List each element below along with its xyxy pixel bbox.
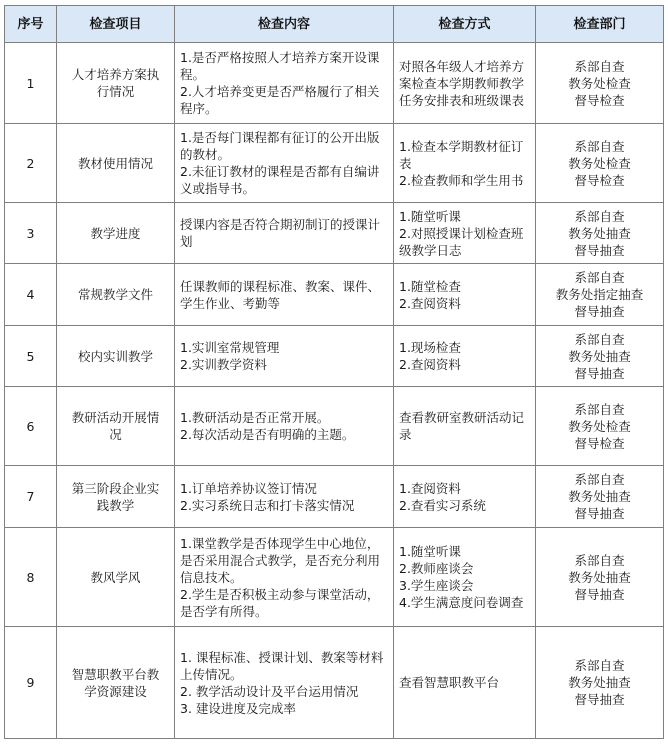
check-dept-line: 督导抽查 — [574, 304, 625, 319]
check-dept-line: 督导抽查 — [574, 692, 625, 707]
table-row — [5, 627, 664, 739]
check-method — [394, 466, 536, 528]
check-content-line: 1.实训室常规管理 — [180, 340, 280, 355]
row-number: 5 — [5, 326, 57, 387]
check-content-line: 2.人才培养变更是否严格履行了相关程序。 — [180, 84, 380, 116]
check-method — [394, 387, 536, 466]
check-method-line: 1.查阅资料 — [399, 480, 461, 496]
check-content-line: 1.教研活动是否正常开展。 — [180, 410, 330, 425]
check-dept-line: 系部自查 — [574, 472, 625, 487]
check-item: 第三阶段企业实践教学 — [57, 466, 175, 528]
check-content-line: 2.实训教学资料 — [180, 357, 267, 372]
check-method-line: 1.随堂检查 — [399, 278, 461, 294]
check-content-line: 1.订单培养协议签订情况 — [180, 480, 317, 496]
check-item: 人才培养方案执行情况 — [57, 43, 175, 124]
row-number: 1 — [5, 43, 57, 124]
check-dept-line: 教务处抽查 — [568, 675, 631, 690]
check-dept-line: 督导检查 — [574, 92, 625, 108]
check-content-line: 2.未征订教材的课程是否都有自编讲义或指导书。 — [180, 164, 380, 196]
check-method-line: 2.查阅资料 — [399, 357, 461, 372]
row-number: 3 — [5, 203, 57, 264]
check-content-line: 1. 课程标准、授课计划、教案等材料上传情况。 — [180, 649, 384, 682]
header-item: 检查项目 — [57, 6, 175, 43]
check-method-line: 1.检查本学期教材征订表 — [399, 138, 524, 171]
check-method-line: 3.学生座谈会 — [399, 578, 474, 593]
check-dept — [536, 124, 664, 203]
check-method-line: 1.随堂听课 — [399, 208, 461, 224]
check-dept-line: 教务处检查 — [568, 155, 631, 171]
check-content — [175, 466, 394, 528]
inspection-table — [4, 5, 664, 739]
check-dept-line: 督导抽查 — [574, 365, 625, 381]
check-method — [394, 264, 536, 326]
header-method: 检查方式 — [394, 6, 536, 43]
check-content — [175, 528, 394, 627]
check-item: 教风学风 — [57, 528, 175, 627]
check-dept — [536, 528, 664, 627]
table-row — [5, 528, 664, 627]
check-dept — [536, 387, 664, 466]
table-row — [5, 387, 664, 466]
check-dept-line: 督导抽查 — [574, 242, 625, 258]
check-method-line: 2.查看实习系统 — [399, 497, 486, 513]
check-content — [175, 627, 394, 739]
check-content-line: 1.课堂教学是否体现学生中心地位，是否采用混合式教学，是否充分利用信息技术。 — [180, 535, 381, 585]
check-method-line: 查看教研室教研活动记录 — [399, 410, 525, 442]
row-number: 4 — [5, 264, 57, 326]
check-content — [175, 203, 394, 264]
check-item: 教研活动开展情况 — [57, 387, 175, 466]
check-content-line: 授课内容是否符合期初制订的授课计划 — [180, 217, 381, 249]
row-number: 8 — [5, 528, 57, 627]
check-content-line: 3. 建设进度及完成率 — [180, 700, 296, 716]
check-dept-line: 系部自查 — [574, 58, 625, 74]
check-dept-line: 系部自查 — [574, 208, 625, 224]
check-dept-line: 教务处抽查 — [568, 489, 631, 504]
check-method-line: 2.查阅资料 — [399, 295, 461, 311]
check-dept — [536, 627, 664, 739]
check-dept-line: 教务处抽查 — [568, 348, 631, 364]
table-row — [5, 264, 664, 326]
table-row — [5, 203, 664, 264]
table-row — [5, 466, 664, 528]
check-method-line: 4.学生满意度问卷调查 — [399, 595, 524, 610]
check-dept — [536, 326, 664, 387]
row-number: 6 — [5, 387, 57, 466]
check-dept-line: 教务处检查 — [568, 75, 631, 91]
check-item: 常规教学文件 — [57, 264, 175, 326]
header-row — [5, 6, 664, 43]
row-number: 9 — [5, 627, 57, 739]
table-row — [5, 124, 664, 203]
check-dept-line: 教务处抽查 — [568, 225, 631, 241]
check-method-line: 2.教师座谈会 — [399, 561, 474, 576]
check-method-line: 1.随堂听课 — [399, 544, 461, 559]
check-item: 校内实训教学 — [57, 326, 175, 387]
check-dept-line: 系部自查 — [574, 401, 625, 417]
check-dept — [536, 264, 664, 326]
check-method — [394, 627, 536, 739]
check-dept — [536, 466, 664, 528]
check-dept-line: 系部自查 — [574, 552, 625, 568]
check-content — [175, 264, 394, 326]
check-dept-line: 督导检查 — [574, 172, 625, 188]
check-content-line: 2.学生是否积极主动参与课堂活动，是否学有所得。 — [180, 586, 380, 619]
header-num: 序号 — [5, 6, 57, 43]
check-dept-line: 教务处检查 — [568, 418, 631, 434]
check-content-line: 任课教师的课程标准、教案、课件、学生作业、考勤等 — [180, 278, 381, 311]
row-number: 2 — [5, 124, 57, 203]
check-method-line: 2.检查教师和学生用书 — [399, 172, 524, 188]
check-content-line: 2.每次活动是否有明确的主题。 — [180, 427, 355, 442]
check-method — [394, 326, 536, 387]
check-method-line: 查看智慧职教平台 — [399, 675, 500, 690]
check-dept-line: 督导检查 — [574, 435, 625, 451]
header-dept: 检查部门 — [536, 6, 664, 43]
check-dept-line: 系部自查 — [574, 658, 625, 673]
check-method-line: 2.对照授课计划检查班级教学日志 — [399, 225, 524, 258]
check-item: 智慧职教平台教学资源建设 — [57, 627, 175, 739]
check-method-line: 对照各年级人才培养方案检查本学期教师教学任务安排表和班级课表 — [399, 58, 525, 108]
check-dept-line: 教务处抽查 — [568, 569, 631, 585]
check-dept-line: 督导抽查 — [574, 506, 625, 521]
check-method-line: 1.现场检查 — [399, 340, 461, 355]
check-method — [394, 43, 536, 124]
header-content: 检查内容 — [175, 6, 394, 43]
table-row — [5, 326, 664, 387]
check-dept-line: 督导抽查 — [574, 586, 625, 602]
check-dept-line: 系部自查 — [574, 270, 625, 285]
check-content — [175, 326, 394, 387]
check-item: 教学进度 — [57, 203, 175, 264]
check-dept-line: 教务处指定抽查 — [555, 287, 644, 302]
check-dept — [536, 43, 664, 124]
check-content — [175, 43, 394, 124]
row-number: 7 — [5, 466, 57, 528]
table-body — [5, 43, 664, 739]
check-method — [394, 528, 536, 627]
check-method — [394, 203, 536, 264]
check-content — [175, 387, 394, 466]
check-content — [175, 124, 394, 203]
check-dept-line: 系部自查 — [574, 331, 625, 347]
check-dept-line: 系部自查 — [574, 138, 625, 154]
check-content-line: 2.实习系统日志和打卡落实情况 — [180, 497, 355, 513]
check-dept — [536, 203, 664, 264]
check-content-line: 1.是否严格按照人才培养方案开设课程。 — [180, 50, 380, 82]
check-method — [394, 124, 536, 203]
check-content-line: 1.是否每门课程都有征订的公开出版的教材。 — [180, 130, 380, 162]
table-row — [5, 43, 664, 124]
check-content-line: 2. 教学活动设计及平台运用情况 — [180, 683, 359, 699]
check-item: 教材使用情况 — [57, 124, 175, 203]
